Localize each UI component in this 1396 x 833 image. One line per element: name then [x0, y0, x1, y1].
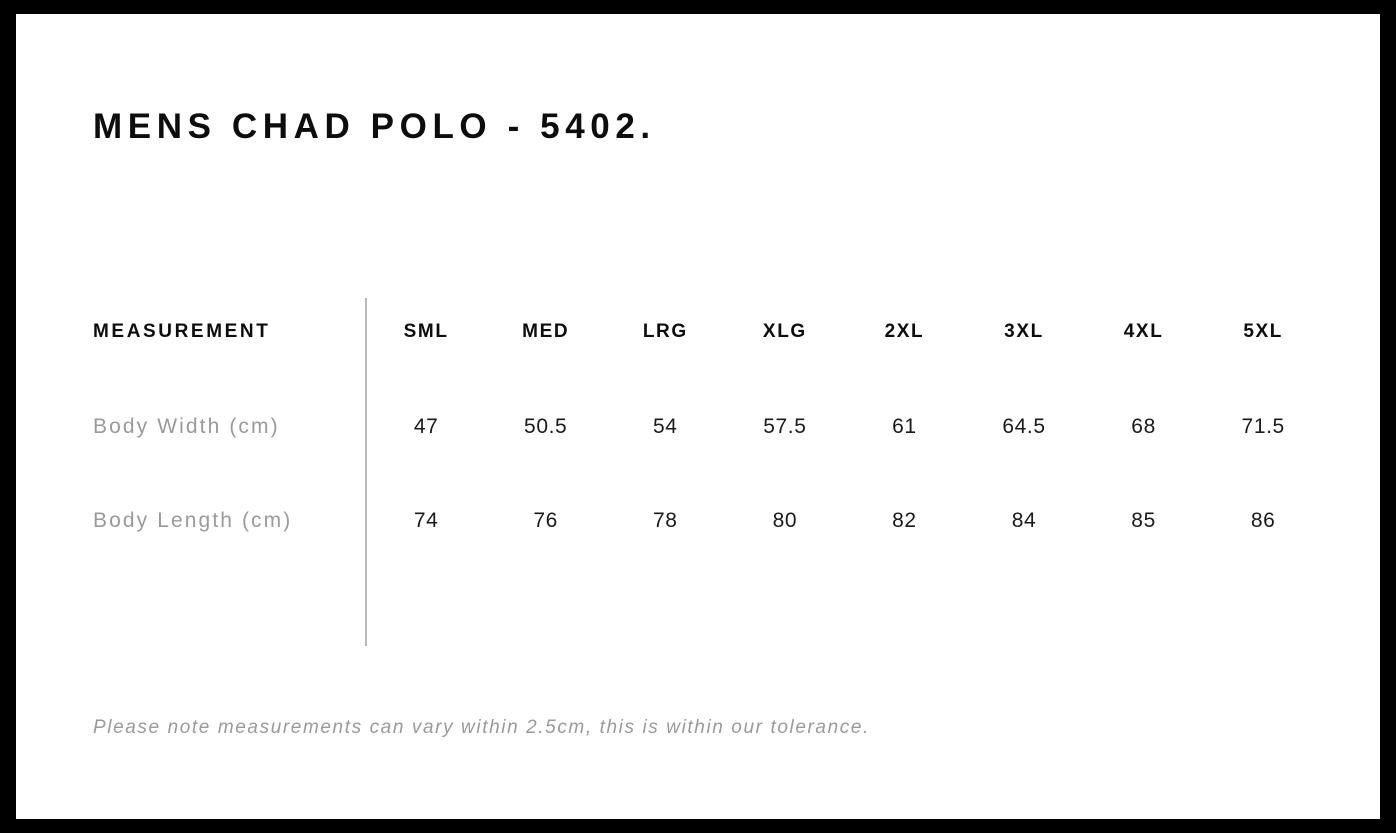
column-header-size-sml: SML: [403, 321, 449, 342]
size-chart-table: [93, 284, 1323, 568]
cell-body-width-5xl: 71.5: [1241, 415, 1285, 438]
table-row: [93, 380, 1323, 474]
cell-body-length-3xl: 84: [1011, 509, 1037, 532]
row-label-body-length: Body Length (cm): [93, 509, 293, 532]
cell-body-length-lrg: 78: [652, 509, 678, 532]
page-title: MENS CHAD POLO - 5402.: [93, 107, 656, 146]
cell-body-length-2xl: 82: [892, 509, 917, 532]
cell-body-length-4xl: 85: [1131, 509, 1156, 532]
row-label-body-width: Body Width (cm): [93, 415, 280, 438]
table-header: [93, 284, 1323, 380]
cell-body-width-lrg: 54: [652, 415, 678, 438]
cell-body-length-5xl: 86: [1250, 509, 1276, 532]
cell-body-width-med: 50.5: [524, 415, 568, 438]
cell-body-length-sml: 74: [413, 509, 439, 532]
column-header-size-med: MED: [522, 321, 570, 342]
cell-body-length-xlg: 80: [772, 509, 798, 532]
table-body: [93, 380, 1323, 568]
cell-body-width-sml: 47: [413, 415, 439, 438]
size-chart-sheet: [16, 14, 1380, 819]
table-header-row: [93, 284, 1323, 380]
column-header-size-lrg: LRG: [642, 321, 688, 342]
table-row: [93, 474, 1323, 568]
cell-body-length-med: 76: [533, 509, 558, 532]
column-header-size-4xl: 4XL: [1123, 321, 1164, 342]
column-header-size-xlg: XLG: [762, 321, 807, 342]
column-header-measurement: MEASUREMENT: [93, 321, 271, 342]
column-header-size-3xl: 3XL: [1004, 321, 1044, 342]
cell-body-width-4xl: 68: [1131, 415, 1156, 438]
cell-body-width-2xl: 61: [892, 415, 917, 438]
size-chart-table-container: [93, 284, 1323, 654]
column-header-size-5xl: 5XL: [1243, 321, 1284, 342]
column-header-size-2xl: 2XL: [884, 321, 925, 342]
cell-body-width-xlg: 57.5: [763, 415, 807, 438]
cell-body-width-3xl: 64.5: [1002, 415, 1046, 438]
tolerance-note: Please note measurements can vary within 2.5cm, this is within our tolerance.: [93, 717, 870, 738]
